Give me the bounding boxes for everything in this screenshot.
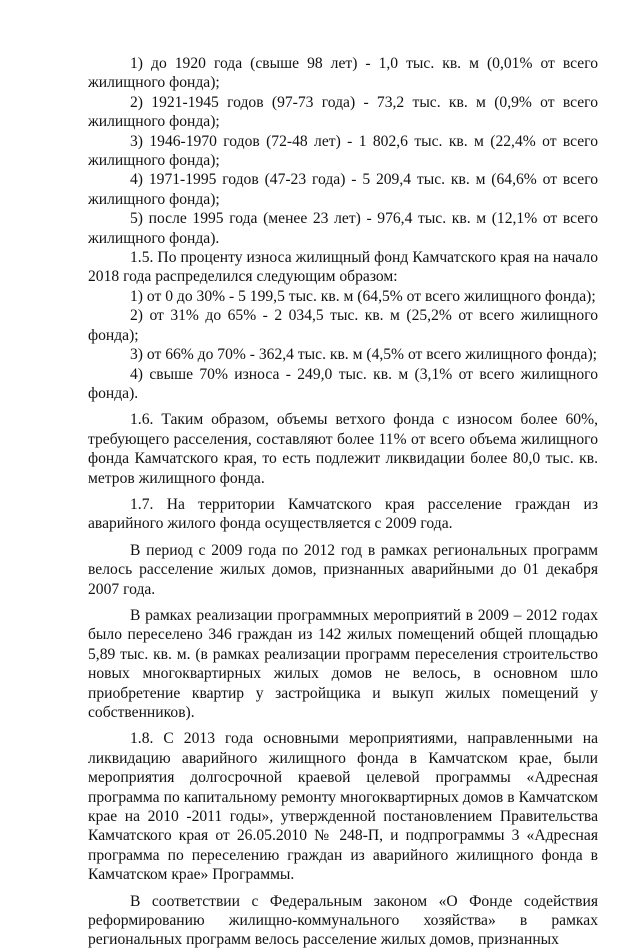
paragraph-1-7-resettlement: 1.7. На территории Камчатского края расселение граждан из аварийного жилого фонда осуществляется с 2009 года. <box>88 495 598 533</box>
paragraph-period-1946-1970: 3) 1946-1970 годов (72-48 лет) - 1 802,6 тыс. кв. м (22,4% от всего жилищного фонда); <box>88 132 598 170</box>
document-page <box>88 54 598 950</box>
paragraph-wear-over-70: 4) свыше 70% износа - 249,0 тыс. кв. м (3,1% от всего жилищного фонда). <box>88 365 598 402</box>
paragraph-wear-31-65: 2) от 31% до 65% - 2 034,5 тыс. кв. м (25,2% от всего жилищного фонда); <box>88 307 598 344</box>
paragraph-period-after-1995: 5) после 1995 года (менее 23 лет) - 976,4 тыс. кв. м (12,1% от всего жилищного фонда). <box>88 210 598 247</box>
paragraph-federal-law: В соответствии с Федеральным законом «О Фонде содействия реформированию жилищно-коммунального хозяйства» в рамках региональных программ велось расселение жилых домов, признанных <box>88 892 598 949</box>
paragraph-period-1921-1945: 2) 1921-1945 годов (97-73 года) - 73,2 тыс. кв. м (0,9% от всего жилищного фонда); <box>88 93 598 131</box>
paragraph-1-5-wear-distribution: 1.5. По проценту износа жилищный фонд Камчатского края на начало 2018 года распределился следующим образом: <box>88 249 598 286</box>
paragraph-program-results: В рамках реализации программных мероприятий в 2009 – 2012 годах было переселено 346 граждан из 142 жилых помещений общей площадью 5,89 тыс. кв. м. (в рамках реализации программ переселения строительство новых многоквартирных жилых домов не велось, в основном шло приобретение квартир у застройщика и выкуп жилых помещений у собственников). <box>88 606 598 721</box>
paragraph-period-before-1920: 1) до 1920 года (свыше 98 лет) - 1,0 тыс. кв. м (0,01% от всего жилищного фонда); <box>88 55 598 92</box>
paragraph-wear-66-70: 3) от 66% до 70% - 362,4 тыс. кв. м (4,5% от всего жилищного фонда); <box>130 346 597 364</box>
paragraph-1-8-programs: 1.8. С 2013 года основными мероприятиями, направленными на ликвидацию аварийного жилищного фонда в Камчатском крае, были мероприятия долгосрочной краевой целевой программы «Адресная программа по капитальному ремонту многоквартирных домов в Камчатском крае на 2010 -2011 годы», утвержденной постановлением Правительства Камчатского края от 26.05.2010 № 248-П, и подпрограммы 3 «Адресная программа по переселению граждан из аварийного жилищного фонда в Камчатском крае» Программы. <box>88 730 598 884</box>
paragraph-1-6-dilapidated-fund: 1.6. Таким образом, объемы ветхого фонда с износом более 60%, требующего расселения, составляют более 11% от всего объема жилищного фонда Камчатского края, то есть подлежит ликвидации более 80,0 тыс. кв. метров жилищного фонда. <box>88 411 598 487</box>
paragraph-period-1971-1995: 4) 1971-1995 годов (47-23 года) - 5 209,4 тыс. кв. м (64,6% от всего жилищного фонда); <box>88 171 598 208</box>
paragraph-wear-0-30: 1) от 0 до 30% - 5 199,5 тыс. кв. м (64,5% от всего жилищного фонда); <box>130 287 596 305</box>
paragraph-2009-2012-period: В период с 2009 года по 2012 год в рамках региональных программ велось расселение жилых домов, признанных аварийными до 01 декабря 2007 года. <box>88 541 598 598</box>
